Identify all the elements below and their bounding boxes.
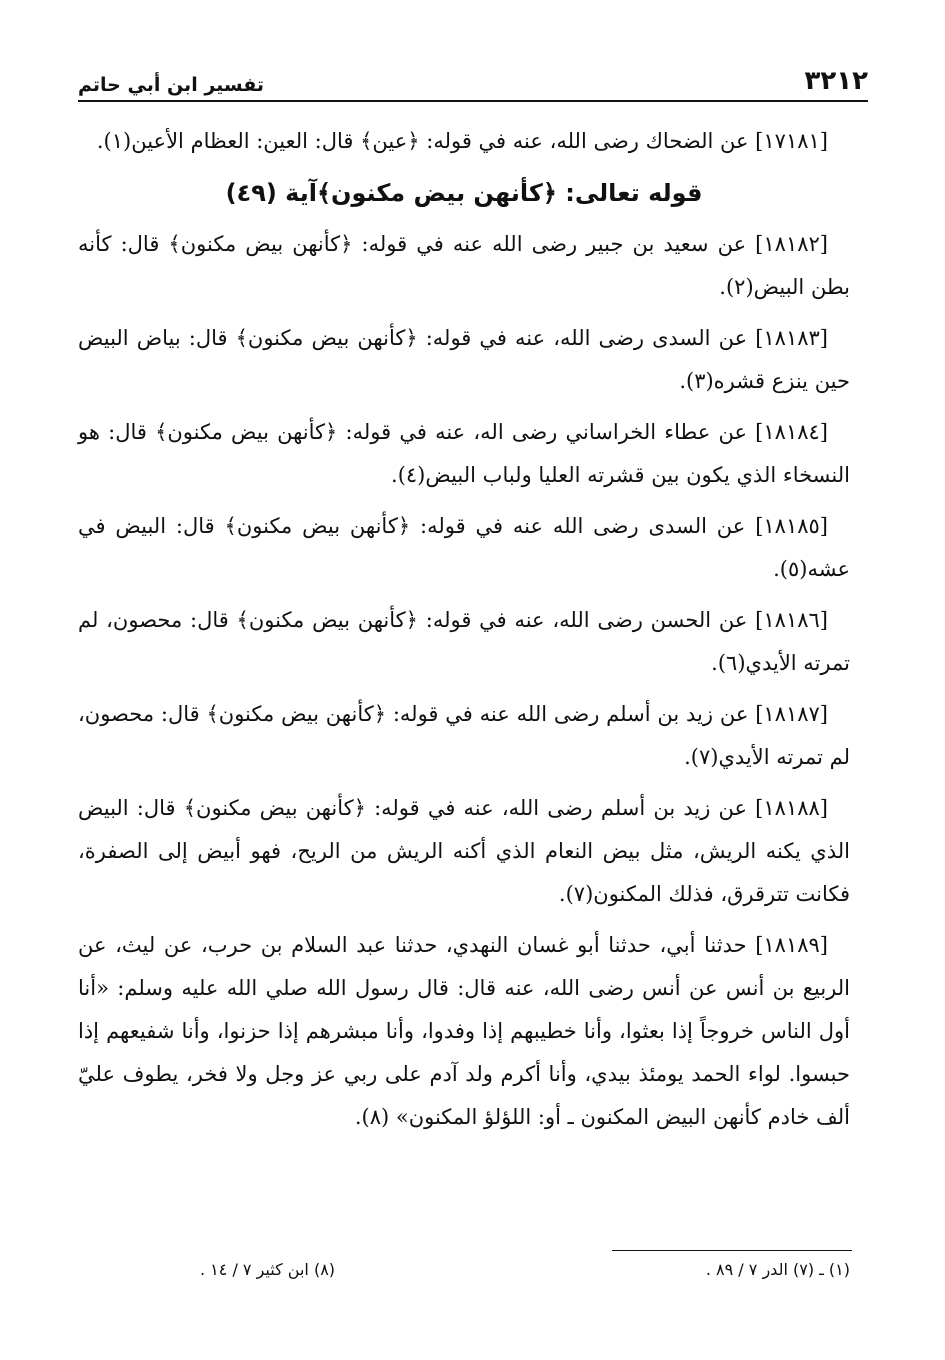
narration-18183: [١٨١٨٣] عن السدى رضى الله، عنه في قوله: ﴿كأنهن بيض مكنون﴾ قال: بياض البيض حين ينزع قشره(٣). — [78, 326, 850, 393]
footnote-divider — [612, 1250, 852, 1251]
narration-18189: [١٨١٨٩] حدثنا أبي، حدثنا أبو غسان النهدي، حدثنا عبد السلام بن حرب، عن ليث، عن الربيع بن أنس عن أنس رضى الله، عنه قال: قال رسول الله صلي الله عليه وسلم: «أنا أول الناس خروجاً إذا بعثوا، وأنا خطيبهم إذا وفدوا، وأنا مبشرهم إذا حزنوا، وأنا شفيعهم إذا حبسوا. لواء الحمد يومئذ بيدي، وأنا أكرم ولد آدم على ربي عز وجل ولا فخر، يطوف عليّ ألف خادم كأنهن البيض المكنون ـ أو: اللؤلؤ المكنون» (٨). — [78, 933, 850, 1129]
narration-18186: [١٨١٨٦] عن الحسن رضى الله، عنه في قوله: ﴿كأنهن بيض مكنون﴾ قال: محصون، لم تمرته الأيدي(٦). — [78, 608, 850, 675]
narration-18182: [١٨١٨٢] عن سعيد بن جبير رضى الله عنه في قوله: ﴿كأنهن بيض مكنون﴾ قال: كأنه بطن البيض(٢). — [78, 232, 850, 299]
narration-18184: [١٨١٨٤] عن عطاء الخراساني رضى اله، عنه في قوله: ﴿كأنهن بيض مكنون﴾ قال: هو النسخاء الذي يكون بين قشرته العليا ولباب البيض(٤). — [78, 420, 850, 487]
narration-18185: [١٨١٨٥] عن السدى رضى الله عنه في قوله: ﴿كأنهن بيض مكنون﴾ قال: البيض في عشه(٥). — [78, 514, 850, 581]
header-divider — [78, 100, 868, 102]
footnote-1-7: (١) ـ (٧) الدر ٧ / ٨٩ . — [705, 1260, 850, 1279]
main-text — [78, 120, 850, 1147]
footnote-8: (٨) ابن كثير ٧ / ١٤ . — [200, 1260, 336, 1279]
narration-18188: [١٨١٨٨] عن زيد بن أسلم رضى الله، عنه في قوله: ﴿كأنهن بيض مكنون﴾ قال: البيض الذي يكنه الريش، مثل بيض النعام الذي أكنه الريش من الريح، فهو أبيض إلى الصفرة، فكانت تترقرق، فذلك المكنون(٧). — [78, 796, 850, 906]
book-title: تفسير ابن أبي حاتم — [78, 74, 265, 96]
narration-18187: [١٨١٨٧] عن زيد بن أسلم رضى الله عنه في قوله: ﴿كأنهن بيض مكنون﴾ قال: محصون، لم تمرته الأيدي(٧). — [78, 702, 850, 769]
narration-18181: [١٧١٨١] عن الضحاك رضى الله، عنه في قوله: ﴿عين﴾ قال: العين: العظام الأعين(١). — [96, 129, 828, 153]
page-number: ٣٢١٢ — [804, 66, 868, 96]
verse-heading: قوله تعالى: ﴿كأنهن بيض مكنون﴾آية (٤٩) — [225, 179, 703, 207]
page-header — [78, 58, 868, 96]
footnotes — [200, 1260, 850, 1279]
